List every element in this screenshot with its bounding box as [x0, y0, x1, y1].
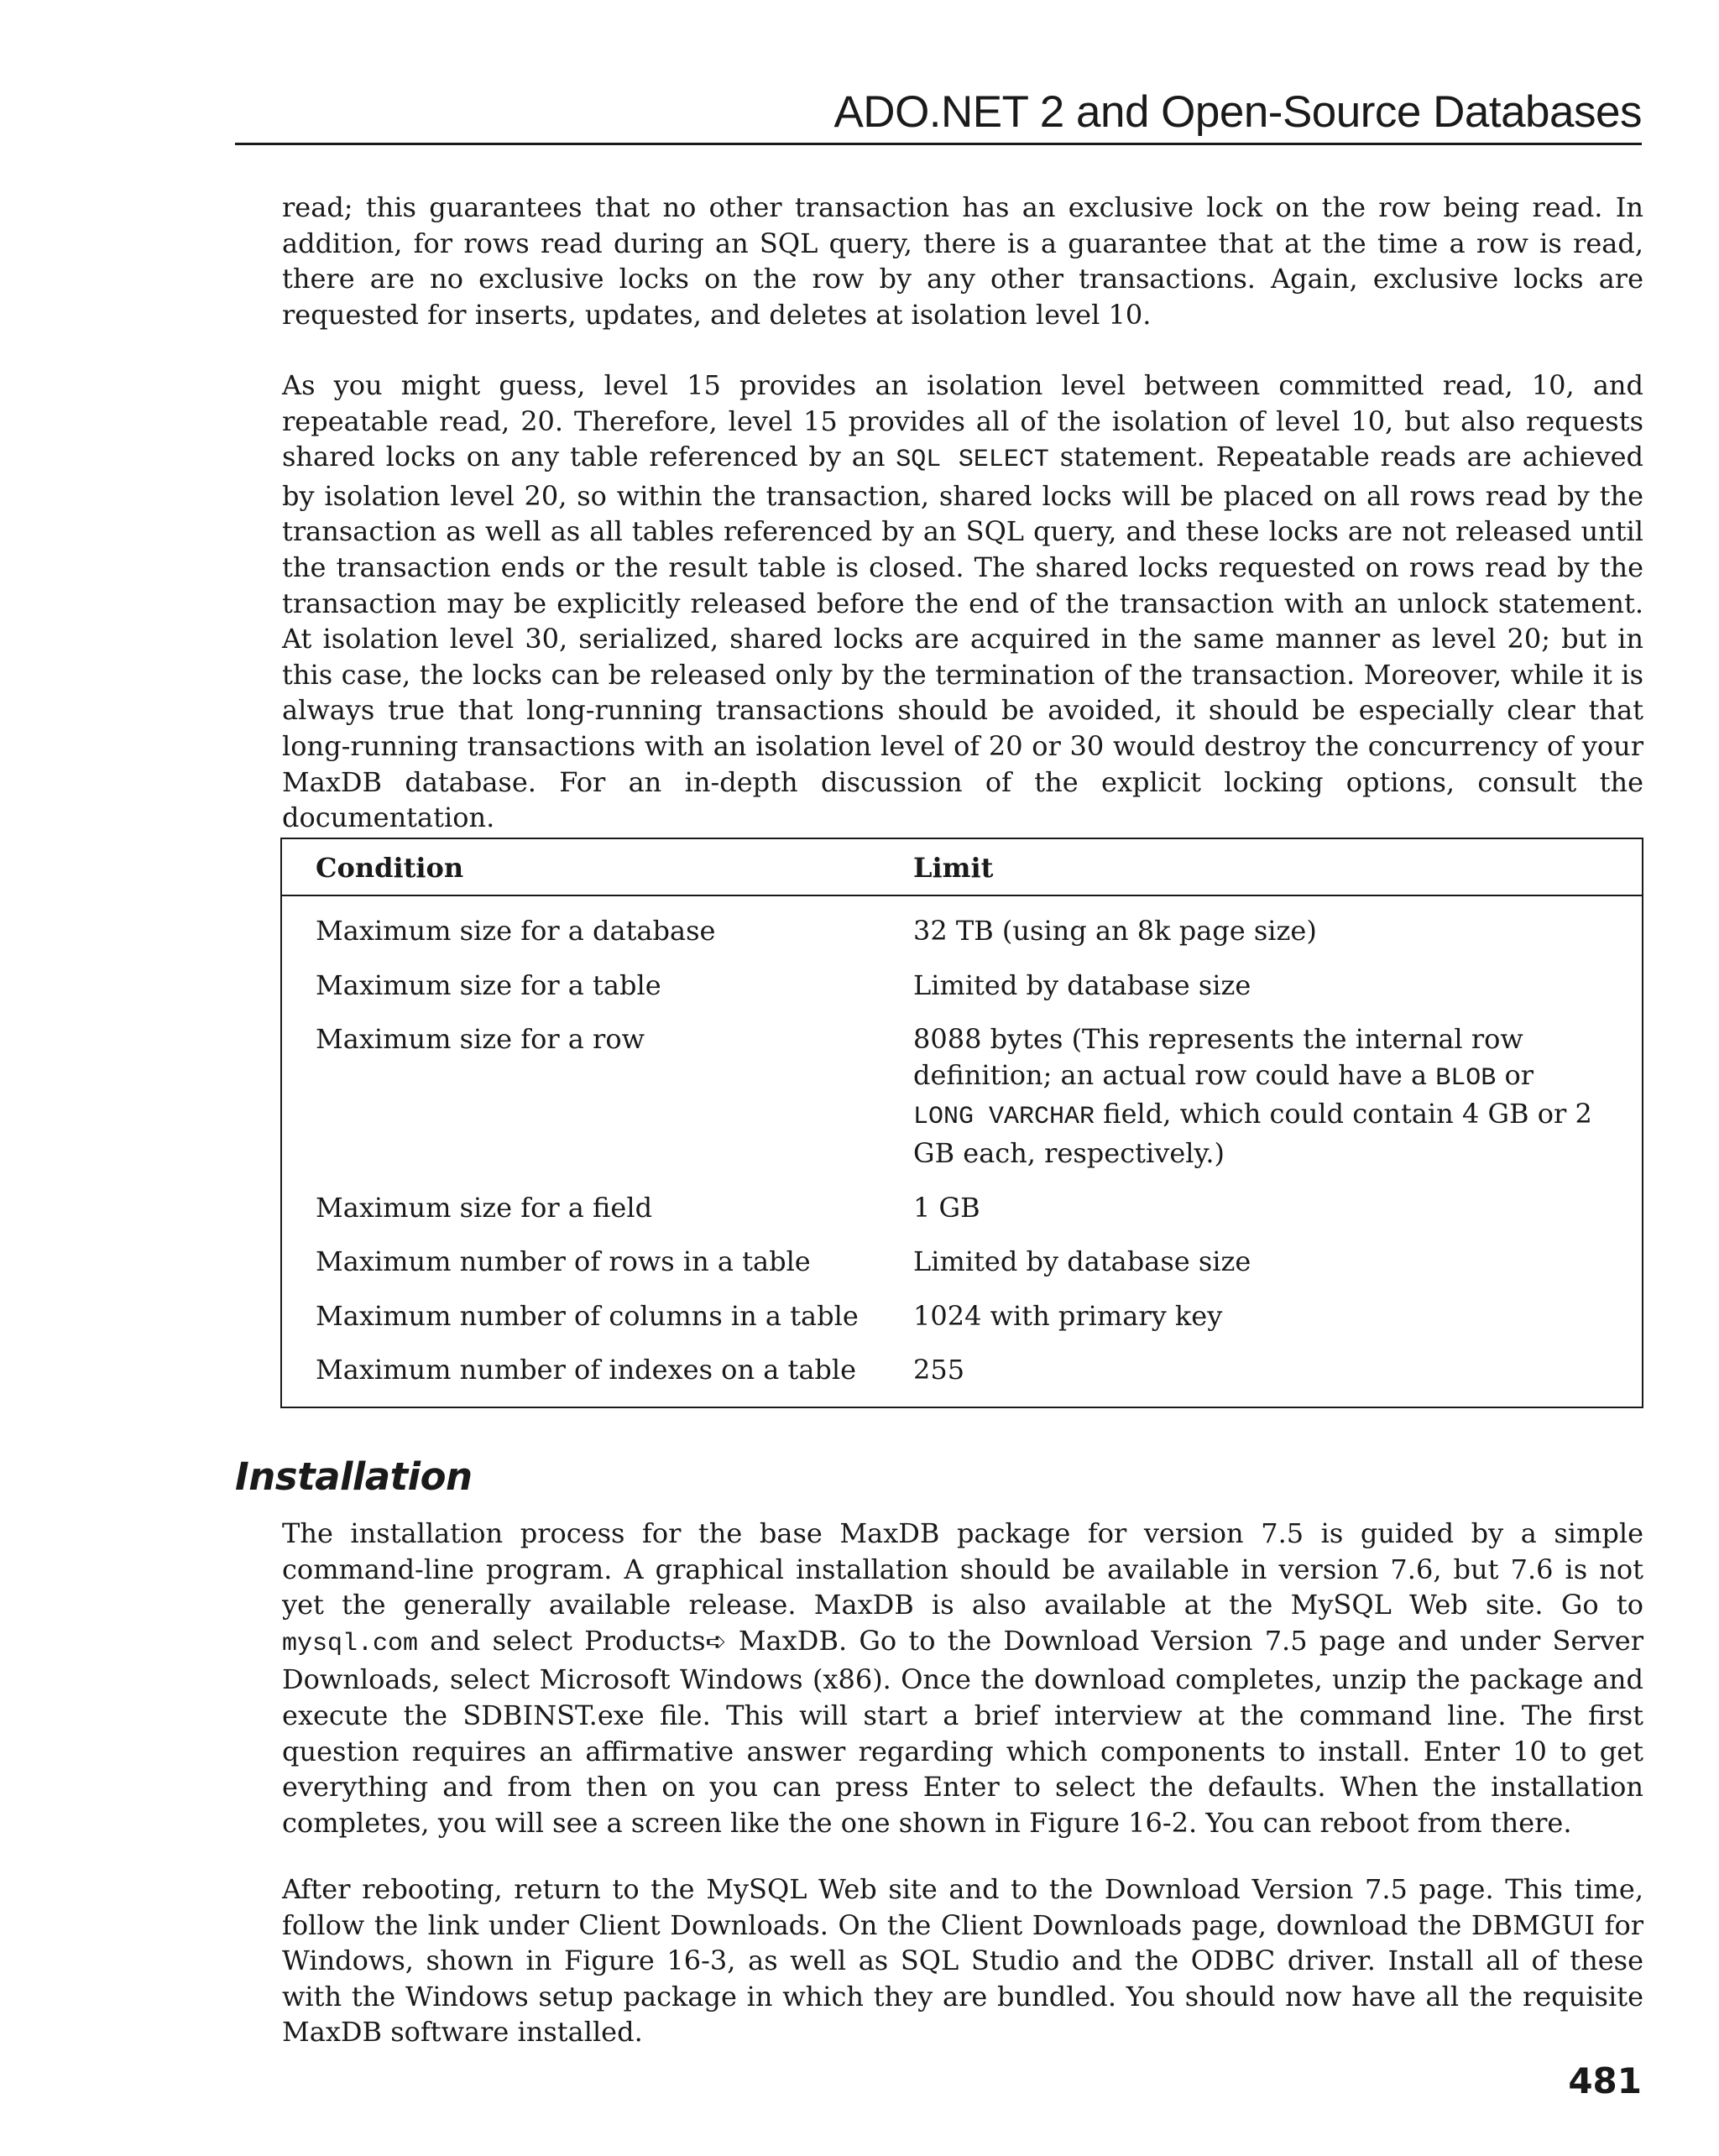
paragraph-text: As you might guess, level 15 provides an isolation level between committed read, 10, and repeatable read, 20. Therefore, level 15 provides all of the isolation of level 10, but also requests shared locks on any table referenced by an: [282, 369, 1643, 473]
condition-cell: Maximum size for a table: [316, 968, 661, 1001]
table-row: [282, 1352, 1642, 1388]
page-number: 481: [1568, 2060, 1642, 2101]
table-row: [282, 1190, 1642, 1226]
condition-cell: Maximum size for a row: [316, 1023, 645, 1056]
table-header-row: [282, 839, 1642, 896]
limits-table: [280, 838, 1643, 1408]
condition-cell: Maximum number of rows in a table: [316, 1245, 811, 1278]
condition-cell: Maximum size for a field: [316, 1191, 653, 1224]
inline-code: mysql.com: [282, 1629, 419, 1658]
paragraph-text: The installation process for the base MaxDB package for version 7.5 is guided by a simple command-line program. A graphical installation should be available in version 7.6, but 7.6 is not yet the generally available release. MaxDB is also available at the MySQL Web site. Go to: [282, 1517, 1643, 1621]
limit-cell: 32 TB (using an 8k page size): [913, 915, 1317, 947]
table-row: [282, 1298, 1642, 1334]
table-row: [282, 968, 1642, 1004]
paragraph-text: MaxDB. Go to the Download Version 7.5 page and under Server Downloads, select Microsoft Windows (x86). Once the download completes, unzip the package and execute the SDBINST.exe file. This will start a brief interview at the command line. The first question requires an affirmative answer regarding which components to install. Enter 10 to get everything and from then on you can press Enter to select the defaults. When the installation completes, you will see a screen like the one shown in Figure 16-2. You can reboot from there.: [282, 1624, 1644, 1839]
limit-text: field, which could contain 4 GB or 2 GB each, respectively.): [913, 1098, 1592, 1169]
paragraph-text: and select Products: [418, 1624, 706, 1657]
condition-cell: Maximum size for a database: [316, 915, 716, 947]
limit-cell: 255: [913, 1354, 965, 1386]
inline-code: BLOB: [1435, 1063, 1497, 1093]
column-header-condition: Condition: [316, 852, 464, 884]
table-row: [282, 1021, 1642, 1171]
inline-code: LONG VARCHAR: [913, 1103, 1095, 1132]
running-head: ADO.NET 2 and Open-Source Databases: [833, 87, 1642, 137]
menu-arrow-icon: ➪: [705, 1626, 727, 1657]
paragraph-isolation-level-10: read; this guarantees that no other transaction has an exclusive lock on the row being read. In addition, for rows read during an SQL query, there is a guarantee that at the time a row is read, there are no exclusive locks on the row by any other transactions. Again, exclusive locks are requested for inserts, updates, and deletes at isolation level 10.: [282, 191, 1643, 331]
column-header-limit: Limit: [913, 852, 994, 884]
limit-cell: Limited by database size: [913, 1245, 1251, 1278]
limit-cell: [913, 1021, 1601, 1171]
limit-text: or: [1496, 1058, 1534, 1091]
paragraph-client-downloads: After rebooting, return to the MySQL Web site and to the Download Version 7.5 page. This time, follow the link under Client Downloads. On the Client Downloads page, download the DBMGUI for Windows, shown in Figure 16-3, as well as SQL Studio and the ODBC driver. Install all of these with the Windows setup package in which they are bundled. You should now have all the requisite MaxDB software installed.: [282, 1873, 1643, 2049]
paragraph-isolation-levels: [282, 368, 1643, 836]
limit-cell: Limited by database size: [913, 968, 1251, 1001]
condition-cell: Maximum number of columns in a table: [316, 1299, 859, 1332]
paragraph-installation-steps: [282, 1516, 1643, 1840]
section-heading-installation: Installation: [235, 1454, 473, 1499]
inline-code: SQL SELECT: [896, 446, 1049, 475]
table-row: [282, 1244, 1642, 1280]
paragraph-text: statement. Repeatable reads are achieved by isolation level 20, so within the transaction, shared locks will be placed on all rows read by the transaction as well as all tables referenced by an SQL query, and these locks are not released until the transaction ends or the result table is closed. The shared locks requested on rows read by the transaction may be explicitly released before the end of the transaction with an unlock statement. At isolation level 30, serialized, shared locks are acquired in the same manner as level 20; but in this case, the locks can be released only by the termination of the transaction. Moreover, while it is always true that long-running transactions should be avoided, it should be especially clear that long-running transactions with an isolation level of 20 or 30 would destroy the concurrency of your MaxDB database. For an in-depth discussion of the explicit locking options, consult the documentation.: [282, 441, 1643, 834]
table-body: [282, 913, 1642, 1407]
limit-cell: 1 GB: [913, 1191, 980, 1224]
table-row: [282, 913, 1642, 949]
condition-cell: Maximum number of indexes on a table: [316, 1354, 857, 1386]
limit-text: 8088 bytes (This represents the internal row definition; an actual row could have a: [913, 1023, 1523, 1091]
header-rule: [235, 143, 1642, 145]
limit-cell: 1024 with primary key: [913, 1299, 1223, 1332]
